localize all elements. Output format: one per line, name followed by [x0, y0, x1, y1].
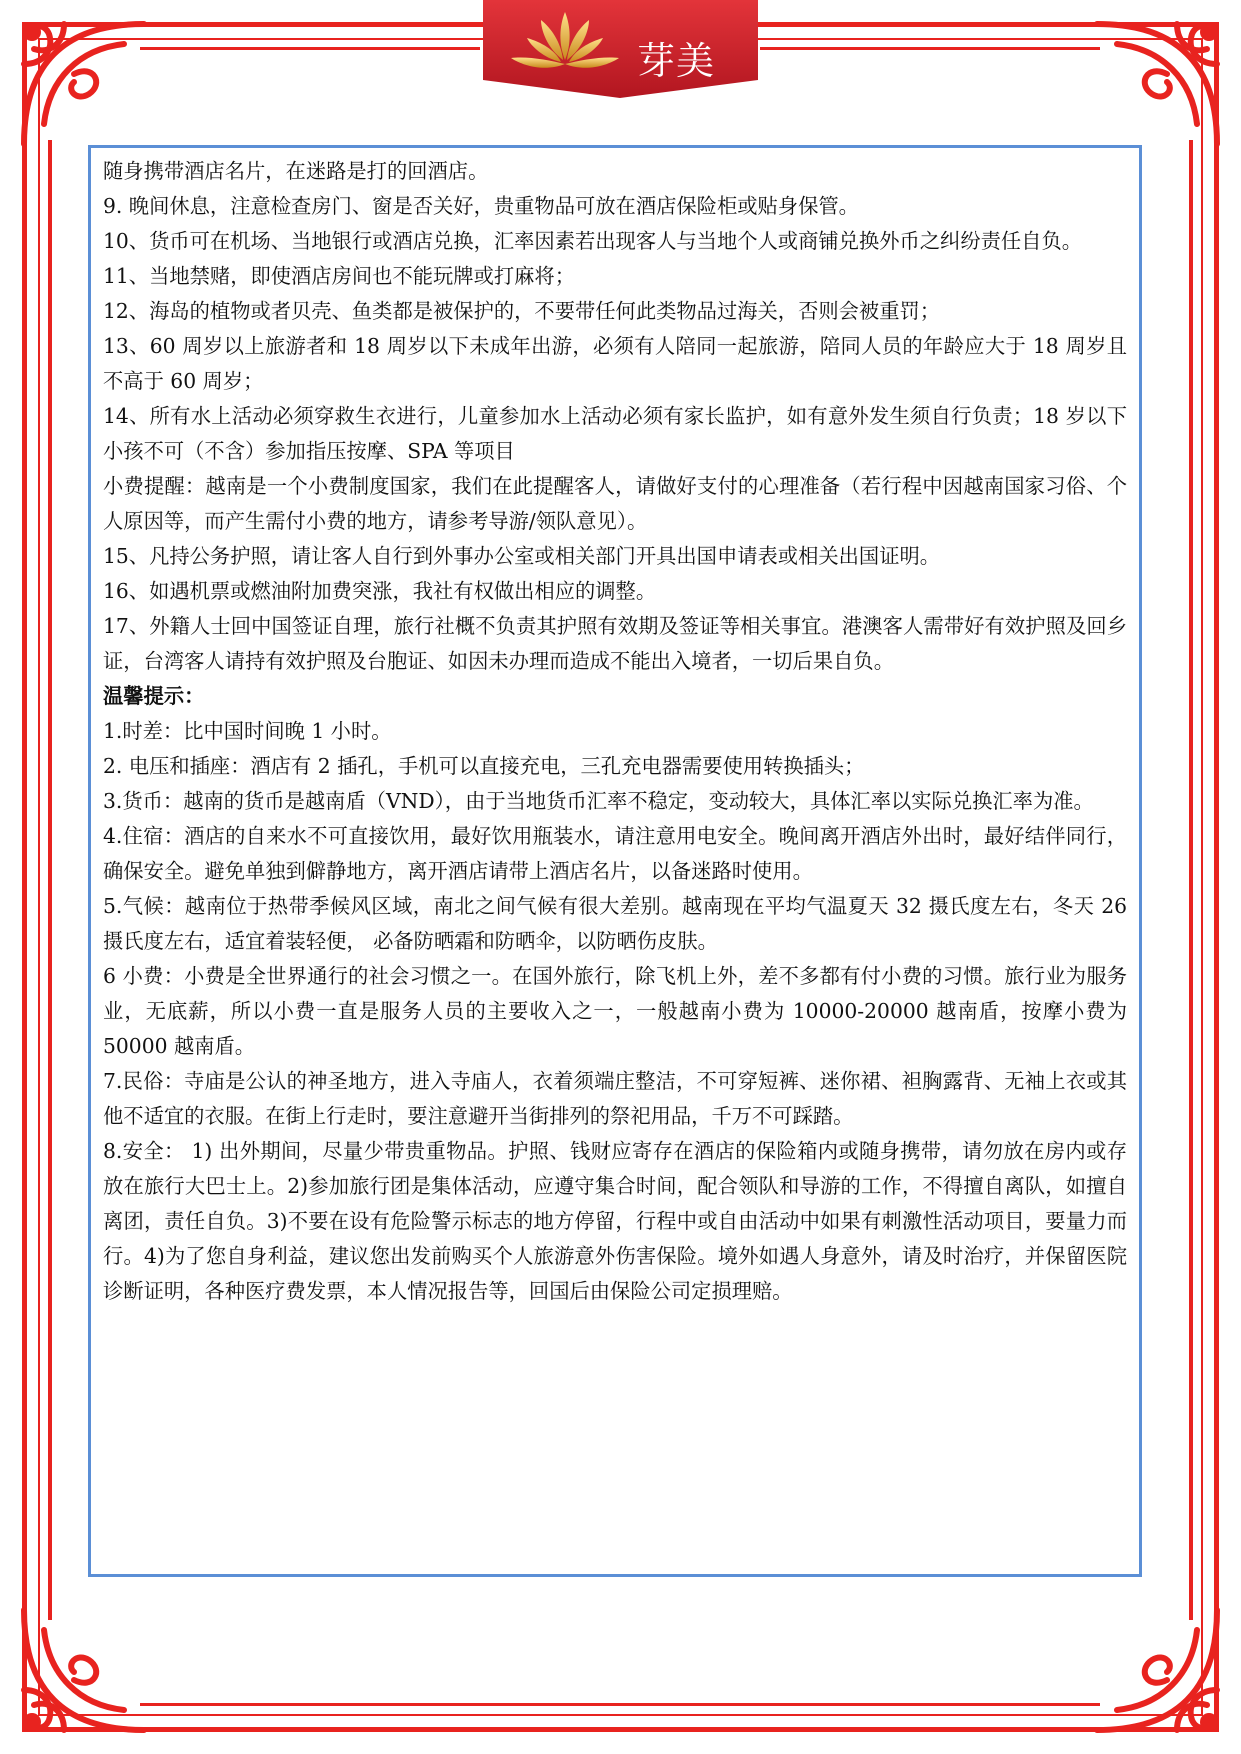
paragraph: 随身携带酒店名片，在迷路是打的回酒店。: [103, 159, 489, 183]
tip-item: 6 小费：小费是全世界通行的社会习惯之一。在国外旅行，除飞机上外，差不多都有付小费的习惯。旅行业为服务业，无底薪，所以小费一直是服务人员的主要收入之一，一般越南小费为 10000-20000 越南盾，按摩小费为 50000 越南盾。: [103, 964, 1127, 1058]
paragraph: 17、外籍人士回中国签证自理，旅行社概不负责其护照有效期及签证等相关事宜。港澳客人需带好有效护照及回乡证，台湾客人请持有效护照及台胞证、如因未办理而造成不能出入境者，一切后果自负。: [103, 614, 1127, 673]
paragraph: 12、海岛的植物或者贝壳、鱼类都是被保护的，不要带任何此类物品过海关，否则会被重罚；: [103, 299, 941, 323]
paragraph: 13、60 周岁以上旅游者和 18 周岁以下未成年出游，必须有人陪同一起旅游，陪同人员的年龄应大于 18 周岁且不高于 60 周岁；: [103, 334, 1127, 393]
frame-rail-top-right: [760, 47, 1100, 50]
tip-item: 5.气候：越南位于热带季候风区域，南北之间气候有很大差别。越南现在平均气温夏天 32 摄氏度左右，冬天 26 摄氏度左右，适宜着装轻便， 必备防晒霜和防晒伞，以防晒伤皮肤。: [103, 894, 1127, 953]
corner-ornament: [4, 4, 154, 154]
paragraph: 9. 晚间休息，注意检查房门、窗是否关好，贵重物品可放在酒店保险柜或贴身保管。: [103, 194, 859, 218]
corner-ornament: [4, 1600, 154, 1750]
paragraph: 小费提醒：越南是一个小费制度国家，我们在此提醒客人，请做好支付的心理准备（若行程中因越南国家习俗、个人原因等，而产生需付小费的地方，请参考导游/领队意见）。: [103, 474, 1127, 533]
paragraph: 10、货币可在机场、当地银行或酒店兑换，汇率因素若出现客人与当地个人或商铺兑换外币之纠纷责任自负。: [103, 229, 1083, 253]
frame-rail-left: [48, 140, 52, 1620]
frame-rail-bottom: [140, 1703, 1100, 1706]
corner-ornament: [1087, 1600, 1237, 1750]
tip-item: 4.住宿：酒店的自来水不可直接饮用，最好饮用瓶装水，请注意用电安全。晚间离开酒店外出时，最好结伴同行，确保安全。避免单独到僻静地方，离开酒店请带上酒店名片，以备迷路时使用。: [103, 824, 1127, 883]
paragraph: 16、如遇机票或燃油附加费突涨，我社有权做出相应的调整。: [103, 579, 657, 603]
tip-item: 8.安全： 1) 出外期间，尽量少带贵重物品。护照、钱财应寄存在酒店的保险箱内或随身携带，请勿放在房内或存放在旅行大巴士上。2)参加旅行团是集体活动，应遵守集合时间，配合领队和导游的工作，不得擅自离队，如擅自离团，责任自负。3)不要在设有危险警示标志的地方停留，行程中或自由活动中如果有刺激性活动项目，要量力而行。4)为了您自身利益，建议您出发前购买个人旅游意外伤害保险。境外如遇人身意外，请及时治疗，并保留医院诊断证明，各种医疗费发票，本人情况报告等，回国后由保险公司定损理赔。: [103, 1139, 1127, 1303]
tips-heading: 温馨提示：: [103, 684, 205, 708]
tip-item: 3.货币：越南的货币是越南盾（VND），由于当地货币汇率不稳定，变动较大，具体汇率以实际兑换汇率为准。: [103, 789, 1094, 813]
header-banner: [483, 0, 758, 98]
frame-rail-top-left: [140, 47, 480, 50]
brand-name: 芽美: [637, 39, 716, 83]
paragraph: 14、所有水上活动必须穿救生衣进行，儿童参加水上活动必须有家长监护，如有意外发生须自行负责；18 岁以下小孩不可（不含）参加指压按摩、SPA 等项目: [103, 404, 1127, 463]
paragraph: 15、凡持公务护照，请让客人自行到外事办公室或相关部门开具出国申请表或相关出国证明。: [103, 544, 941, 568]
content-box: [88, 145, 1142, 1577]
corner-ornament: [1087, 4, 1237, 154]
frame-rail-right: [1189, 140, 1193, 1620]
paragraph: 11、当地禁赌，即使酒店房间也不能玩牌或打麻将；: [103, 264, 575, 288]
tip-item: 2. 电压和插座：酒店有 2 插孔，手机可以直接充电，三孔充电器需要使用转换插头；: [103, 754, 865, 778]
tip-item: 1.时差：比中国时间晚 1 小时。: [103, 719, 392, 743]
tip-item: 7.民俗：寺庙是公认的神圣地方，进入寺庙人，衣着须端庄整洁，不可穿短裤、迷你裙、袒胸露背、无袖上衣或其他不适宜的衣服。在街上行走时，要注意避开当街排列的祭祀用品，千万不可踩踏。: [103, 1069, 1127, 1128]
